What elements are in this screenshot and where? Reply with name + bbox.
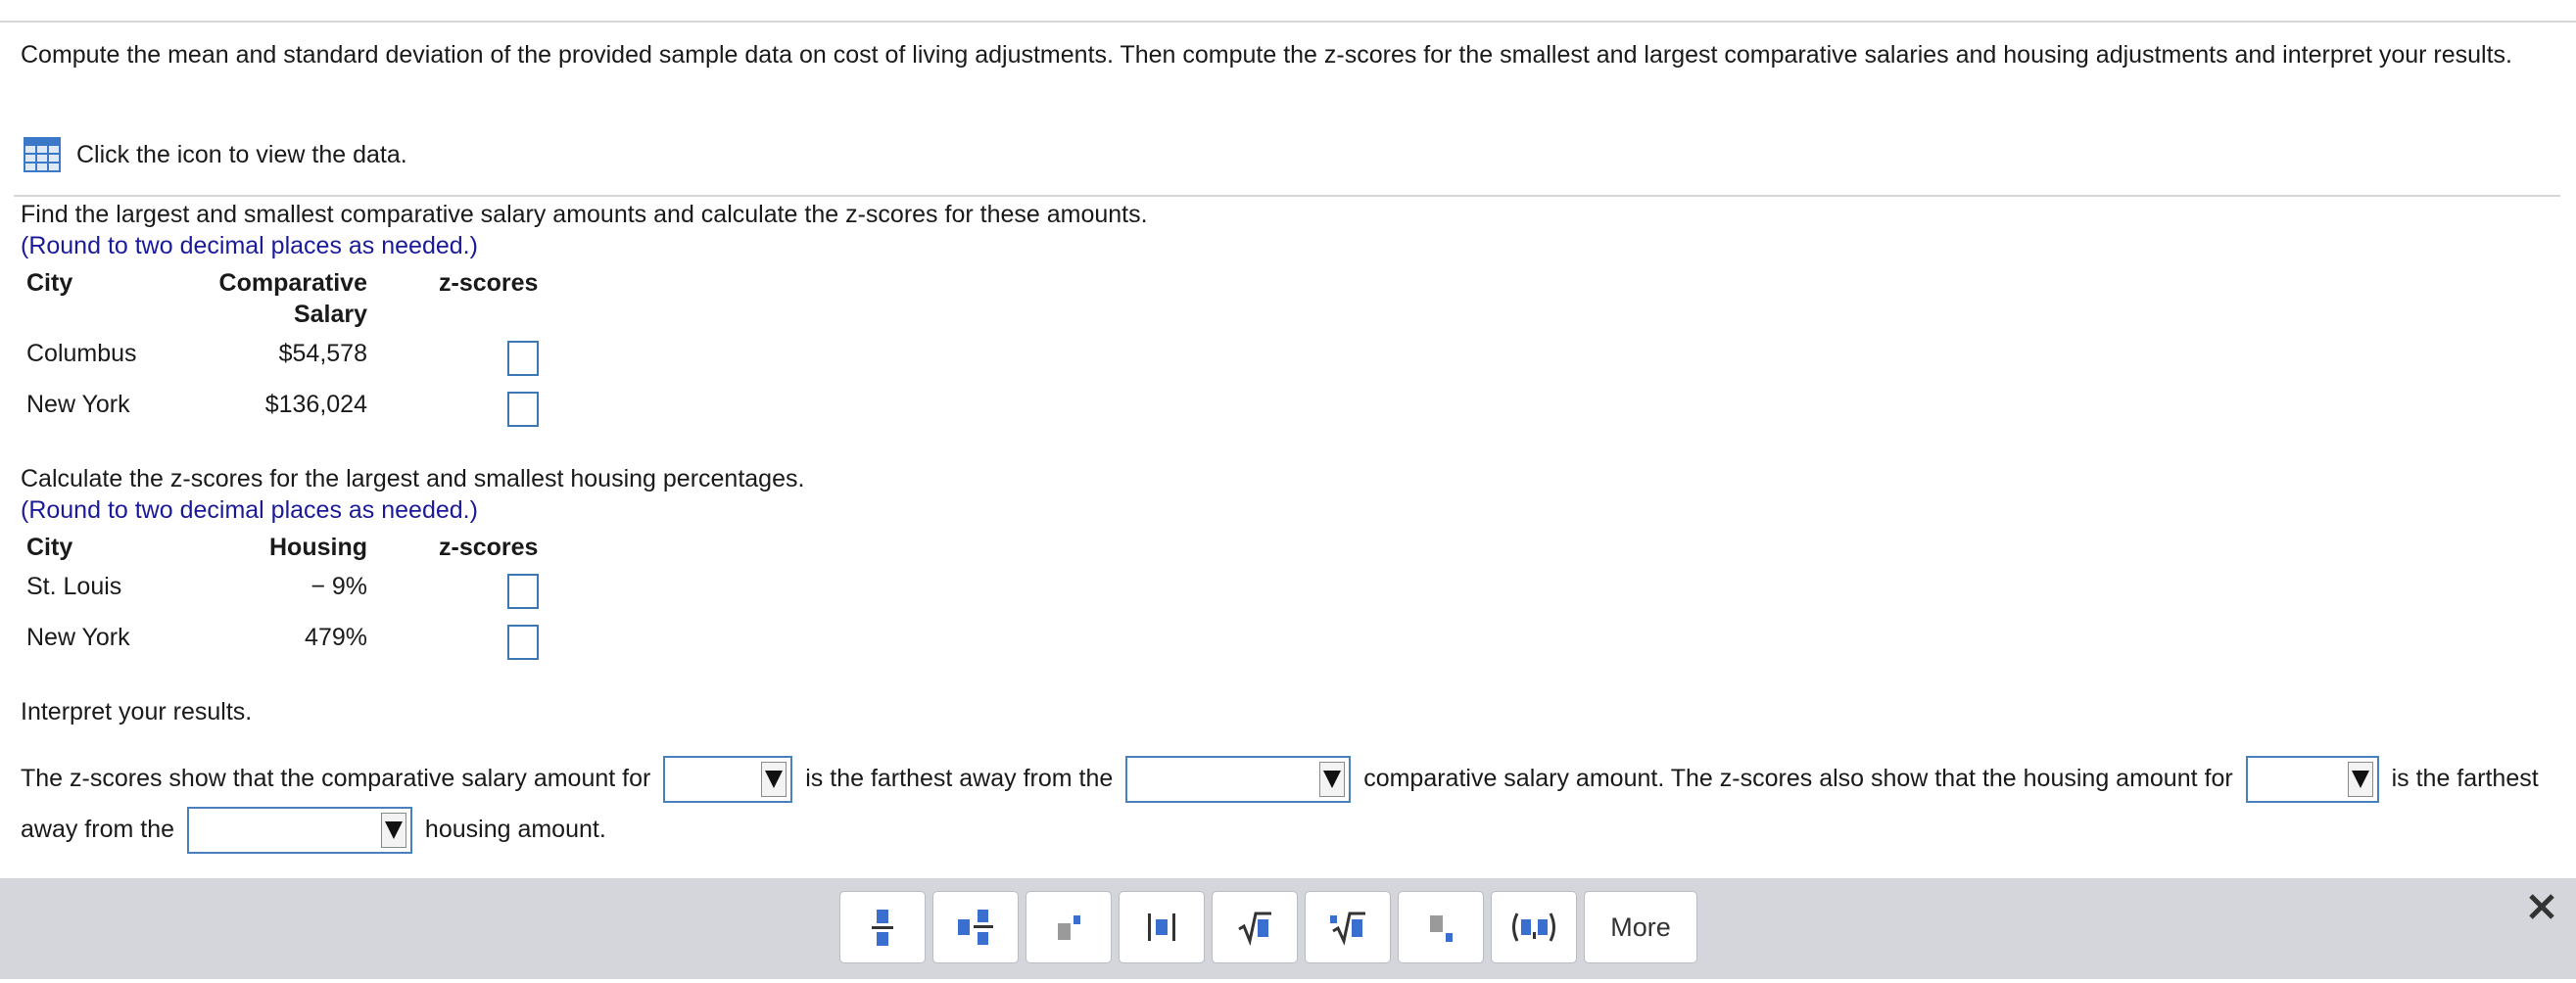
housing-comparison-dropdown[interactable] bbox=[187, 807, 412, 854]
nth-root-button[interactable] bbox=[1305, 891, 1391, 963]
exponent-button[interactable] bbox=[1026, 891, 1112, 963]
mixed-number-button[interactable] bbox=[932, 891, 1019, 963]
part1-header-value-line2: Salary bbox=[293, 301, 367, 328]
dropdown-arrow-icon[interactable] bbox=[1319, 762, 1345, 797]
top-divider bbox=[0, 21, 2576, 23]
part2-rounding-note: (Round to two decimal places as needed.) bbox=[21, 496, 478, 524]
part1-header-city: City bbox=[26, 269, 73, 297]
interpret-text-4: is the farthest away from the bbox=[21, 765, 2539, 843]
close-icon[interactable] bbox=[2525, 890, 2558, 923]
exponent-icon bbox=[1054, 908, 1083, 947]
interpret-text-2: is the farthest away from the bbox=[805, 765, 1114, 792]
part2-row1-city: St. Louis bbox=[26, 573, 122, 600]
dropdown-arrow-icon[interactable] bbox=[761, 762, 787, 797]
city-housing-dropdown[interactable] bbox=[2246, 756, 2379, 803]
absolute-value-button[interactable] bbox=[1119, 891, 1205, 963]
ordered-pair-icon bbox=[1508, 908, 1559, 947]
part1-row1-zscore-input[interactable] bbox=[507, 341, 539, 376]
interpret-label: Interpret your results. bbox=[21, 698, 253, 726]
part2-row2-zscore-input[interactable] bbox=[507, 625, 539, 660]
part2-header-city: City bbox=[26, 534, 73, 561]
more-button[interactable]: More bbox=[1584, 891, 1697, 963]
dropdown-arrow-icon[interactable] bbox=[2348, 762, 2373, 797]
math-palette-toolbar bbox=[0, 878, 2576, 979]
part1-row2-salary: $136,024 bbox=[264, 391, 367, 418]
part2-row1-housing: − 9% bbox=[310, 573, 367, 600]
view-data-link[interactable] bbox=[24, 137, 407, 172]
section-divider bbox=[14, 195, 2560, 197]
part1-prompt: Find the largest and smallest comparative salary amounts and calculate the z-scores for these amounts. bbox=[21, 201, 1148, 228]
interpret-sentence bbox=[21, 753, 2557, 855]
part2-prompt: Calculate the z-scores for the largest and smallest housing percentages. bbox=[21, 465, 805, 492]
part1-row1-salary: $54,578 bbox=[278, 340, 367, 367]
subscript-icon bbox=[1426, 908, 1455, 947]
city-salary-dropdown[interactable] bbox=[663, 756, 792, 803]
part1-header-value-line1: Comparative bbox=[218, 269, 367, 297]
interpret-text-5: housing amount. bbox=[424, 816, 606, 843]
part2-row2-housing: 479% bbox=[305, 624, 367, 651]
subscript-button[interactable] bbox=[1398, 891, 1484, 963]
part1-row2-zscore-input[interactable] bbox=[507, 392, 539, 427]
part2-row2-city: New York bbox=[26, 624, 130, 651]
part1-row2-city: New York bbox=[26, 391, 130, 418]
fraction-button[interactable] bbox=[839, 891, 926, 963]
mixed-number-icon bbox=[956, 908, 995, 947]
ordered-pair-button[interactable] bbox=[1491, 891, 1577, 963]
square-root-icon bbox=[1237, 908, 1272, 947]
salary-comparison-dropdown[interactable] bbox=[1125, 756, 1351, 803]
part2-header-z: z-scores bbox=[439, 534, 539, 561]
part1-rounding-note: (Round to two decimal places as needed.) bbox=[21, 232, 478, 259]
part2-header-value: Housing bbox=[269, 534, 367, 561]
view-data-label[interactable]: Click the icon to view the data. bbox=[76, 140, 407, 168]
absolute-value-icon bbox=[1145, 908, 1178, 947]
nth-root-icon bbox=[1329, 908, 1366, 947]
question-instructions: Compute the mean and standard deviation of the provided sample data on cost of living adjustments. Then compute the z-scores for the smallest and largest comparative salaries and housing adjustments and interpret your results. bbox=[21, 41, 2512, 69]
interpret-text-1: The z-scores show that the comparative salary amount for bbox=[21, 765, 651, 792]
part1-header-z: z-scores bbox=[439, 269, 539, 297]
data-table-icon[interactable] bbox=[24, 137, 61, 172]
part1-row1-city: Columbus bbox=[26, 340, 137, 367]
dropdown-arrow-icon[interactable] bbox=[381, 813, 406, 848]
interpret-text-3: comparative salary amount. The z-scores also show that the housing amount for bbox=[1363, 765, 2233, 792]
part2-row1-zscore-input[interactable] bbox=[507, 574, 539, 609]
fraction-icon bbox=[868, 908, 897, 947]
square-root-button[interactable] bbox=[1212, 891, 1298, 963]
